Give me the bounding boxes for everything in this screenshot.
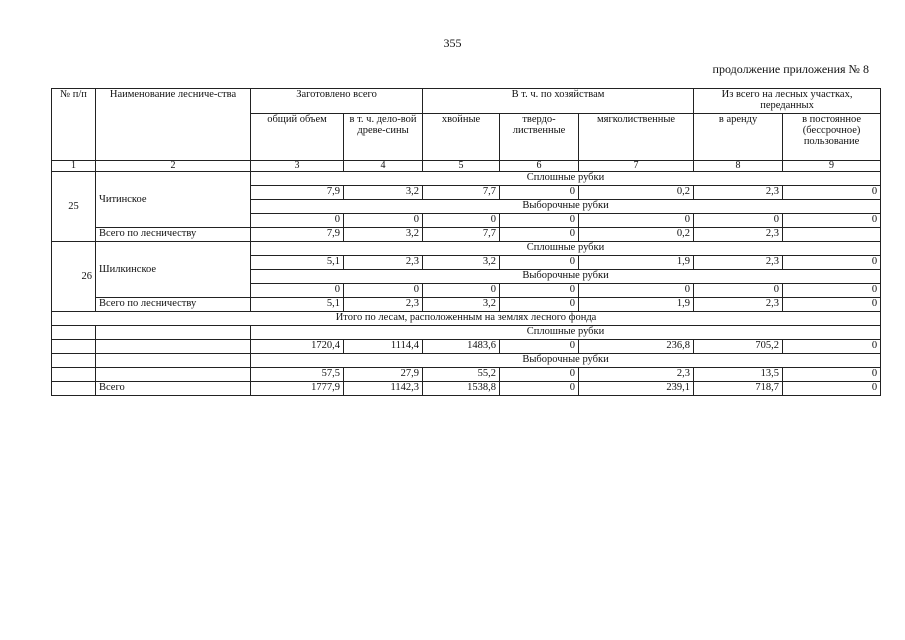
cell: 0 — [500, 186, 579, 200]
cell: 7,7 — [423, 186, 500, 200]
column-number: 6 — [500, 161, 579, 172]
appendix-note: продолжение приложения № 8 — [712, 62, 869, 76]
cell: 5,1 — [251, 298, 344, 312]
cell: 0 — [694, 284, 783, 298]
header-coniferous: хвойные — [423, 114, 500, 161]
header-harvested-total: Заготовлено всего — [251, 89, 423, 114]
page-number: 355 — [443, 36, 462, 50]
cell: 7,7 — [423, 228, 500, 242]
cell: 0 — [500, 368, 579, 382]
column-number: 9 — [783, 161, 881, 172]
cell — [96, 340, 251, 354]
forestry-total-label: Всего по лесничеству — [96, 228, 251, 242]
cell: 0 — [500, 256, 579, 270]
cell: 1720,4 — [251, 340, 344, 354]
cell: 0 — [500, 228, 579, 242]
cell: 1,9 — [579, 256, 694, 270]
header-permanent-use: в постоянное (бессрочное) пользование — [783, 114, 881, 161]
cell — [96, 354, 251, 368]
cell: 7,9 — [251, 228, 344, 242]
cell: 57,5 — [251, 368, 344, 382]
section-label: Выборочные рубки — [251, 200, 881, 214]
cell: 0 — [783, 284, 881, 298]
column-number: 8 — [694, 161, 783, 172]
cell: 0 — [694, 214, 783, 228]
cell: 0 — [783, 298, 881, 312]
cell: 0 — [783, 214, 881, 228]
forestry-name: Шилкинское — [96, 242, 251, 298]
cell: 0 — [251, 214, 344, 228]
cell: 2,3 — [694, 228, 783, 242]
header-business-wood: в т. ч. дело-вой древе-сины — [344, 114, 423, 161]
cell — [96, 326, 251, 340]
cell: 0 — [500, 382, 579, 396]
forestry-no: 26 — [52, 242, 96, 312]
cell: 3,2 — [423, 256, 500, 270]
cell: 13,5 — [694, 368, 783, 382]
cell: 0 — [423, 214, 500, 228]
header-softwood: мягколиственные — [579, 114, 694, 161]
table-row — [52, 368, 881, 382]
header-lease: в аренду — [694, 114, 783, 161]
table-row — [52, 312, 881, 326]
cell: 0 — [783, 186, 881, 200]
cell: 27,9 — [344, 368, 423, 382]
section-label: Выборочные рубки — [251, 354, 881, 368]
cell — [52, 354, 96, 368]
header-no: № п/п — [52, 89, 96, 161]
header-name: Наименование лесниче-ства — [96, 89, 251, 161]
column-number-row — [52, 161, 881, 172]
cell — [96, 368, 251, 382]
header-total-volume: общий объем — [251, 114, 344, 161]
header-hardwood: твердо-лиственные — [500, 114, 579, 161]
cell: 0,2 — [579, 186, 694, 200]
table-row — [52, 228, 881, 242]
forestry-name: Читинское — [96, 172, 251, 228]
cell: 5,1 — [251, 256, 344, 270]
cell: 0 — [500, 298, 579, 312]
table-row — [52, 298, 881, 312]
cell: 2,3 — [694, 298, 783, 312]
table-row — [52, 354, 881, 368]
cell: 1114,4 — [344, 340, 423, 354]
cell: 0 — [783, 382, 881, 396]
forestry-total-label: Всего по лесничеству — [96, 298, 251, 312]
cell: 2,3 — [344, 298, 423, 312]
cell: 0 — [579, 284, 694, 298]
table-row — [52, 242, 881, 256]
cell: 2,3 — [344, 256, 423, 270]
cell: 0 — [500, 340, 579, 354]
cell — [52, 326, 96, 340]
cell: 2,3 — [694, 256, 783, 270]
cell: 1,9 — [579, 298, 694, 312]
fund-total-label: Итого по лесам, расположенным на землях лесного фонда — [52, 312, 881, 326]
column-number: 1 — [52, 161, 96, 172]
cell: 3,2 — [423, 298, 500, 312]
cell: 0 — [344, 284, 423, 298]
cell: 55,2 — [423, 368, 500, 382]
grand-total-label: Всего — [96, 382, 251, 396]
cell: 1777,9 — [251, 382, 344, 396]
table-row — [52, 382, 881, 396]
forest-harvest-table — [51, 88, 881, 396]
column-number: 5 — [423, 161, 500, 172]
cell — [52, 340, 96, 354]
header-leased-total: Из всего на лесных участках, переданных — [694, 89, 881, 114]
cell: 0 — [579, 214, 694, 228]
column-number: 3 — [251, 161, 344, 172]
cell: 236,8 — [579, 340, 694, 354]
cell: 3,2 — [344, 186, 423, 200]
cell: 718,7 — [694, 382, 783, 396]
cell: 0 — [344, 214, 423, 228]
column-number: 2 — [96, 161, 251, 172]
cell: 0 — [783, 368, 881, 382]
cell: 2,3 — [579, 368, 694, 382]
table-row — [52, 172, 881, 186]
forestry-no: 25 — [52, 172, 96, 242]
section-label: Сплошные рубки — [251, 326, 881, 340]
cell: 705,2 — [694, 340, 783, 354]
column-number: 7 — [579, 161, 694, 172]
cell: 0 — [783, 256, 881, 270]
cell — [783, 228, 881, 242]
cell: 3,2 — [344, 228, 423, 242]
cell — [52, 368, 96, 382]
cell: 0 — [251, 284, 344, 298]
cell: 7,9 — [251, 186, 344, 200]
cell: 0 — [500, 214, 579, 228]
section-label: Сплошные рубки — [251, 242, 881, 256]
cell: 2,3 — [694, 186, 783, 200]
cell: 1483,6 — [423, 340, 500, 354]
section-label: Сплошные рубки — [251, 172, 881, 186]
section-label: Выборочные рубки — [251, 270, 881, 284]
column-number: 4 — [344, 161, 423, 172]
cell — [52, 382, 96, 396]
table-row — [52, 340, 881, 354]
cell: 0 — [500, 284, 579, 298]
cell: 239,1 — [579, 382, 694, 396]
cell: 0 — [423, 284, 500, 298]
cell: 1538,8 — [423, 382, 500, 396]
table-row — [52, 326, 881, 340]
cell: 0,2 — [579, 228, 694, 242]
cell: 0 — [783, 340, 881, 354]
cell: 1142,3 — [344, 382, 423, 396]
header-by-farms: В т. ч. по хозяйствам — [423, 89, 694, 114]
